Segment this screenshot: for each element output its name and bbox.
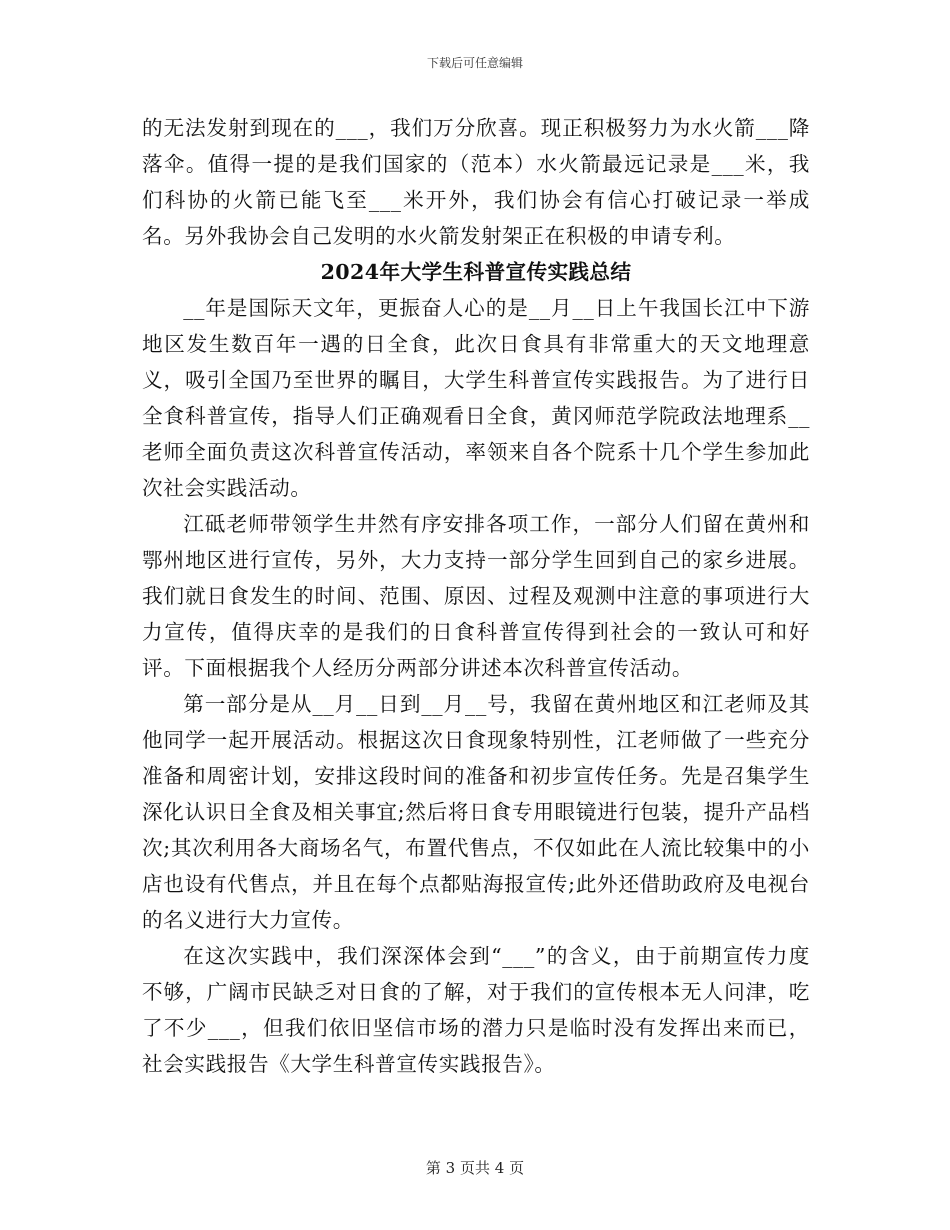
paragraph-4: 在这次实践中，我们深深体会到“___”的含义，由于前期宣传力度不够，广阔市民缺乏对日食的了解，对于我们的宣传根本无人问津，吃了不少___，但我们依旧坚信市场的潜力只是临时没有发挥出来而已，社会实践报告《大学生科普宣传实践报告》。 xyxy=(142,944,810,1076)
paragraph-3: 第一部分是从__月__日到__月__号，我留在黄州地区和江老师及其他同学一起开展活动。根据这次日食现象特别性，江老师做了一些充分准备和周密计划，安排这段时间的准备和初步宣传任务。先是召集学生深化认识日全食及相关事宜;然后将日食专用眼镜进行包装，提升产品档次;其次利用各大商场名气，布置代售点，不仅如此在人流比较集中的小店也设有代售点，并且在每个点都贴海报宣传;此外还借助政府及电视台的名义进行大力宣传。 xyxy=(142,692,810,932)
paragraph-1: __年是国际天文年，更振奋人心的是__月__日上午我国长江中下游地区发生数百年一遇的日全食，此次日食具有非常重大的天文地理意义，吸引全国乃至世界的瞩目，大学生科普宣传实践报告。为了进行日全食科普宣传，指导人们正确观看日全食，黄冈师范学院政法地理系__老师全面负责这次科普宣传活动，率领来自各个院系十几个学生参加此次社会实践活动。 xyxy=(142,296,810,500)
page-header: 下载后可任意编辑 xyxy=(426,56,523,70)
document-title: 2024年大学生科普宣传实践总结 xyxy=(320,260,632,284)
page-number: 第 3 页共 4 页 xyxy=(425,1159,525,1177)
intro-paragraph: 的无法发射到现在的___，我们万分欣喜。现正积极努力为水火箭___降落伞。值得一提的是我们国家的（范本）水火箭最远记录是___米，我们科协的火箭已能飞至___米开外，我们协会有信心打破记录一举成名。另外我协会自己发明的水火箭发射架正在积极的申请专利。 xyxy=(142,116,810,248)
document-body xyxy=(142,110,810,1082)
paragraph-2: 江砥老师带领学生井然有序安排各项工作，一部分人们留在黄州和鄂州地区进行宣传，另外，大力支持一部分学生回到自己的家乡进展。我们就日食发生的时间、范围、原因、过程及观测中注意的事项进行大力宣传，值得庆幸的是我们的日食科普宣传得到社会的一致认可和好评。下面根据我个人经历分两部分讲述本次科普宣传活动。 xyxy=(142,512,810,680)
